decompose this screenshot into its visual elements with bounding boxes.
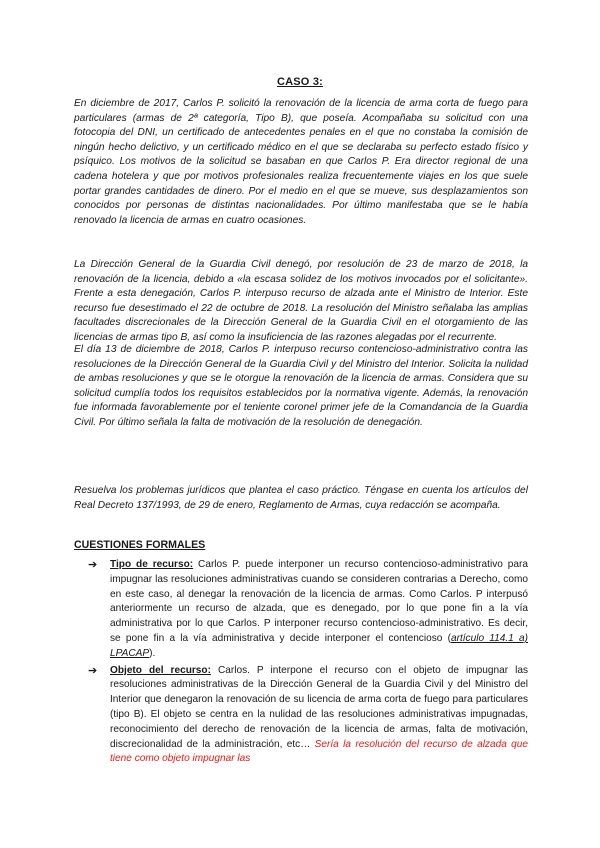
bullet-text: Carlos. P interpone el recurso con el objeto de impugnar las resoluciones administrativas de la Dirección General de la Guardia Civil y del Ministro del Interior que denegaron la renovación de su licencia de arma corta de fuego para particulares (tipo B). El objeto se centra en la nulidad de las resoluciones administrativas impugnadas, reconocimiento del derecho de renovación de la licencia de armas, falta de motivación, discrecionalidad de la administración, etc… — [110, 664, 528, 750]
arrow-right-icon: ➔ — [88, 559, 98, 571]
law-reference: artículo 114.1 a) LPACAP — [110, 632, 528, 659]
red-annotation: Sería la resolución del recurso de alzada que tiene como objeto impugnar las — [110, 738, 529, 765]
bullet-tipo-recurso — [88, 558, 528, 662]
arrow-right-icon: ➔ — [88, 664, 98, 677]
case-paragraph-2: La Dirección General de la Guardia Civil denegó, por resolución de 23 de marzo de 2018, la renovación de la licencia, debido a «la escasa solidez de los motivos invocados por el solicitante». Frente a esta denegación, Carlos P. interpuso recurso de alzada ante el Ministro de Interior. Este recurso fue desestimado el 22 de octubre de 2018. La resolución del Ministro señalaba las amplias facultades discrecionales de la Dirección General de la Guardia Civil en el otorgamiento de las licencias de armas tipo B, así como la insuficiencia de las razones alegadas por el recurrente. — [74, 259, 528, 343]
section-title: CUESTIONES FORMALES — [74, 539, 206, 551]
bullet-text-after: ). — [149, 647, 156, 659]
case-paragraph-1: En diciembre de 2017, Carlos P. solicitó la renovación de la licencia de arma corta de fuego para particulares (armas de 2ª categoría, Tipo B), que poseía. Acompañaba su solicitud con una fotocopia del DNI, un certificado de antecedentes penales en el que no constaba la comisión de ningún hecho delictivo, y un certificado médico en el que se declaraba su perfecto estado físico y psíquico. Los motivos de la solicitud se basaban en que Carlos P. Era director regional de una cadena hotelera y que por motivos profesionales realiza frecuentemente viajes en los que suele portar grandes cantidades de dinero. Por el medio en el que se mueve, sus desplazamientos son conocidos por personas de distintas nacionalidades. Por último manifestaba que se le había renovado la licencia de armas en cuatro ocasiones. — [74, 98, 528, 226]
bullet-text: Carlos P. puede interponer un recurso contencioso-administrativo para impugnar las resoluciones administrativas cuando se consideren contrarias a Derecho, como en este caso, al denegar la renovación de la licencia de armas. Como Carlos. P interpusó anteriormente un recurso de alzada, que es denegado, por lo que pone fin a la vía administrativa por lo que Carlos. P interponer recurso contencioso-administrativo. Es decir, se pone fin a la vía administrativa y decide interponer el contencioso ( — [110, 559, 528, 644]
case-instruction: Resuelva los problemas jurídicos que plantea el caso práctico. Téngase en cuenta los artículos del Real Decreto 137/1993, de 29 de enero, Reglamento de Armas, cuya redacción se acompaña. — [74, 485, 528, 511]
bullet-objeto-recurso — [88, 664, 528, 768]
case-title: CASO 3: — [276, 76, 324, 88]
case-paragraph-3: El día 13 de diciembre de 2018, Carlos P. interpuso recurso contencioso-administrativo contra las resoluciones de la Dirección General de la Guardia Civil y del Ministro del Interior. Solicita la nulidad de ambas resoluciones y que se le otorgue la renovación de la licencia de armas. Considera que su solicitud cumplía todos los requisitos establecidos por la normativa vigente. Además, la renovación fue informada favorablemente por el teniente coronel primer jefe de la Comandancia de la Guardia Civil. Por último señala la falta de motivación de la resolución de denegación. — [74, 344, 528, 428]
bullet-list — [88, 558, 528, 769]
bullet-label: Tipo de recurso: — [110, 559, 194, 570]
bullet-label: Objeto del recurso: — [110, 664, 211, 676]
